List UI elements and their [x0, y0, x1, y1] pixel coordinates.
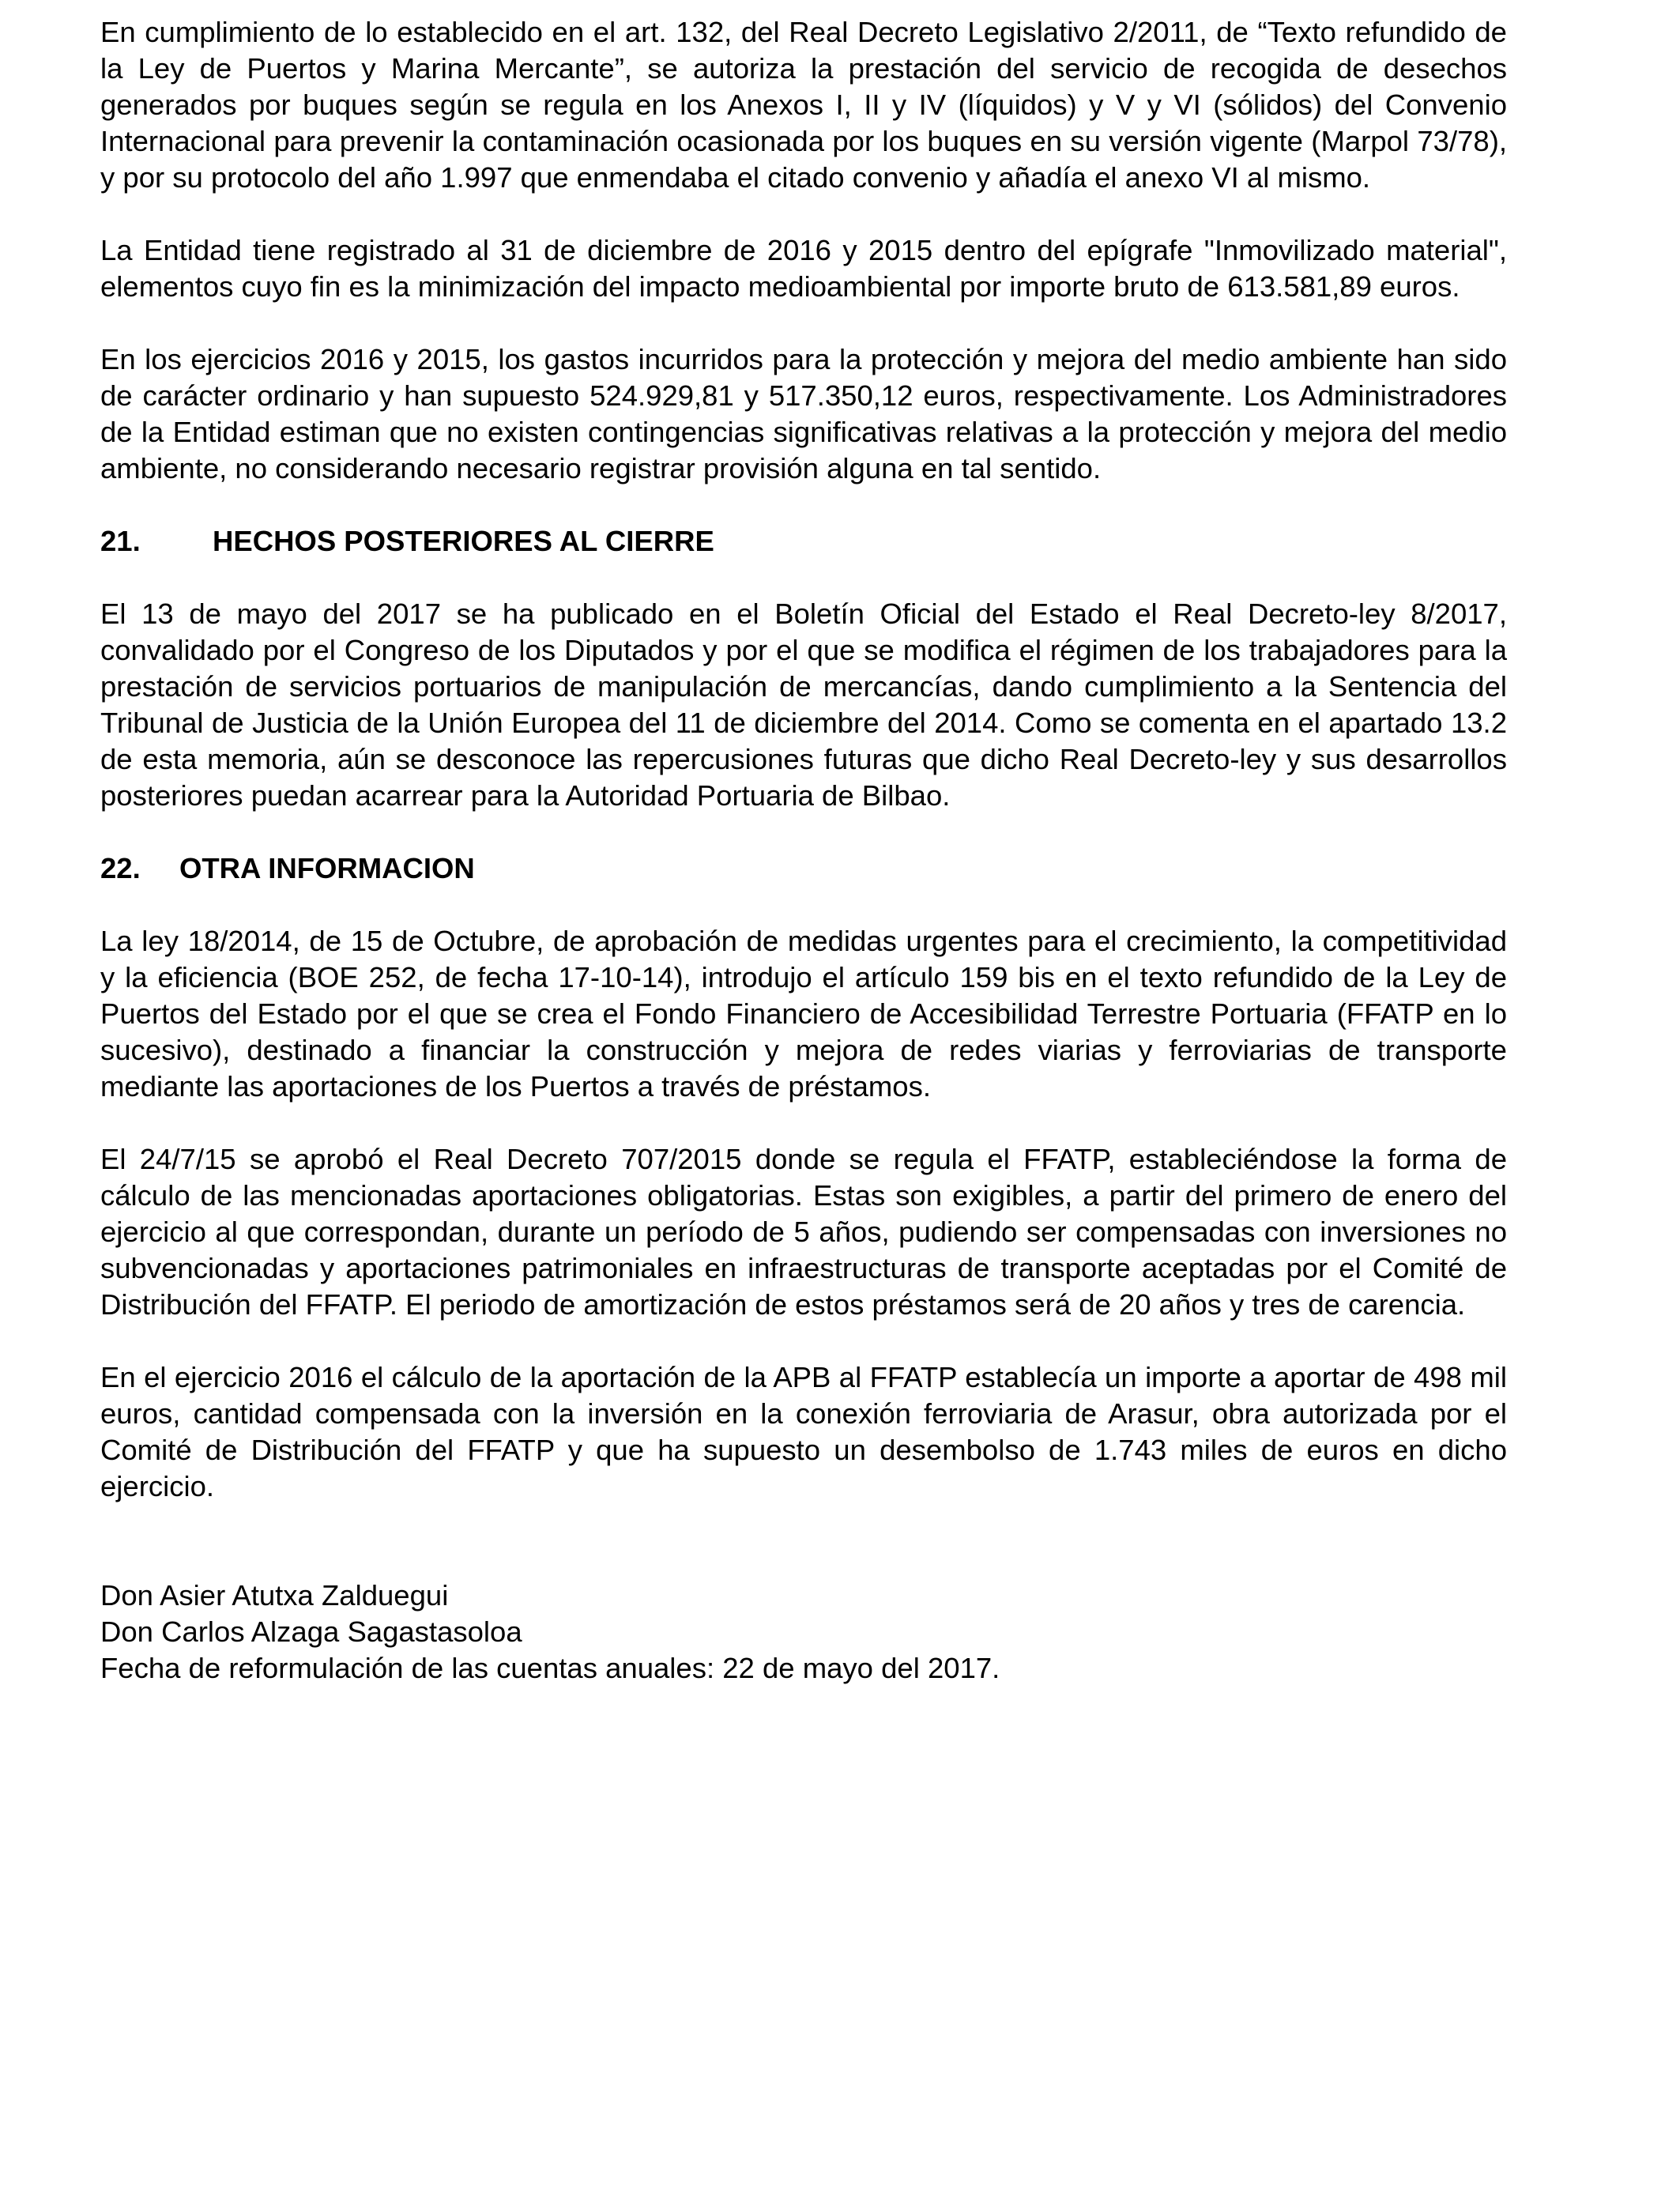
section-21-title: HECHOS POSTERIORES AL CIERRE	[213, 525, 714, 557]
section-21-paragraph: El 13 de mayo del 2017 se ha publicado en el Boletín Oficial del Estado el Real Decreto-ley 8/2017, convalidado por el Congreso de los Diputados y por el que se modifica el régimen de los trabajadores para la prestación de servicios portuarios de manipulación de mercancías, dando cumplimiento a la Sentencia del Tribunal de Justicia de la Unión Europea del 11 de diciembre del 2014. Como se comenta en el apartado 13.2 de esta memoria, aún se desconoce las repercusiones futuras que dicho Real Decreto-ley y sus desarrollos posteriores puedan acarrear para la Autoridad Portuaria de Bilbao.	[100, 598, 1507, 812]
section-22-title: OTRA INFORMACION	[179, 852, 475, 884]
section-22-paragraph-aportacion: En el ejercicio 2016 el cálculo de la aportación de la APB al FFATP establecía un importe a aportar de 498 mil euros, cantidad compensada con la inversión en la conexión ferroviaria de Arasur, obra autorizada por el Comité de Distribución del FFATP y que ha supuesto un desembolso de 1.743 miles de euros en dicho ejercicio.	[100, 1361, 1507, 1502]
document-page	[100, 14, 1507, 1687]
paragraph-marpol: En cumplimiento de lo establecido en el art. 132, del Real Decreto Legislativo 2/2011, de “Texto refundido de la Ley de Puertos y Marina Mercante”, se autoriza la prestación del servicio de recogida de desechos generados por buques según se regula en los Anexos I, II y IV (líquidos) y V y VI (sólidos) del Convenio Internacional para prevenir la contaminación ocasionada por los buques en su versión vigente (Marpol 73/78), y por su protocolo del año 1.997 que enmendaba el citado convenio y añadía el anexo VI al mismo.	[100, 16, 1507, 194]
section-22-number: 22.	[100, 852, 141, 884]
section-22-heading	[100, 850, 1507, 887]
signatory-name-2: Don Carlos Alzaga Sagastasoloa	[100, 1615, 522, 1648]
section-22-paragraph-ffatp: La ley 18/2014, de 15 de Octubre, de aprobación de medidas urgentes para el crecimiento, la competitividad y la eficiencia (BOE 252, de fecha 17-10-14), introdujo el artículo 159 bis en el texto refundido de la Ley de Puertos del Estado por el que se crea el Fondo Financiero de Accesibilidad Terrestre Portuaria (FFATP en lo sucesivo), destinado a financiar la construcción y mejora de redes viarias y ferroviarias de transporte mediante las aportaciones de los Puertos a través de préstamos.	[100, 925, 1507, 1103]
paragraph-gastos-medioambiente: En los ejercicios 2016 y 2015, los gastos incurridos para la protección y mejora del medio ambiente han sido de carácter ordinario y han supuesto 524.929,81 y 517.350,12 euros, respectivamente. Los Administradores de la Entidad estiman que no existen contingencias significativas relativas a la protección y mejora del medio ambiente, no considerando necesario registrar provisión alguna en tal sentido.	[100, 343, 1507, 484]
signatory-name-1: Don Asier Atutxa Zalduegui	[100, 1579, 449, 1612]
section-21-heading	[100, 523, 1507, 560]
reformulation-date: Fecha de reformulación de las cuentas anuales: 22 de mayo del 2017.	[100, 1652, 1000, 1684]
paragraph-inmovilizado: La Entidad tiene registrado al 31 de diciembre de 2016 y 2015 dentro del epígrafe "Inmovilizado material", elementos cuyo fin es la minimización del impacto medioambiental por importe bruto de 613.581,89 euros.	[100, 234, 1507, 303]
section-21-number: 21.	[100, 525, 141, 557]
section-22-paragraph-real-decreto: El 24/7/15 se aprobó el Real Decreto 707/2015 donde se regula el FFATP, estableciéndose la forma de cálculo de las mencionadas aportaciones obligatorias. Estas son exigibles, a partir del primero de enero del ejercicio al que correspondan, durante un período de 5 años, pudiendo ser compensadas con inversiones no subvencionadas y aportaciones patrimoniales en infraestructuras de transporte aceptadas por el Comité de Distribución del FFATP. El periodo de amortización de estos préstamos será de 20 años y tres de carencia.	[100, 1143, 1507, 1321]
